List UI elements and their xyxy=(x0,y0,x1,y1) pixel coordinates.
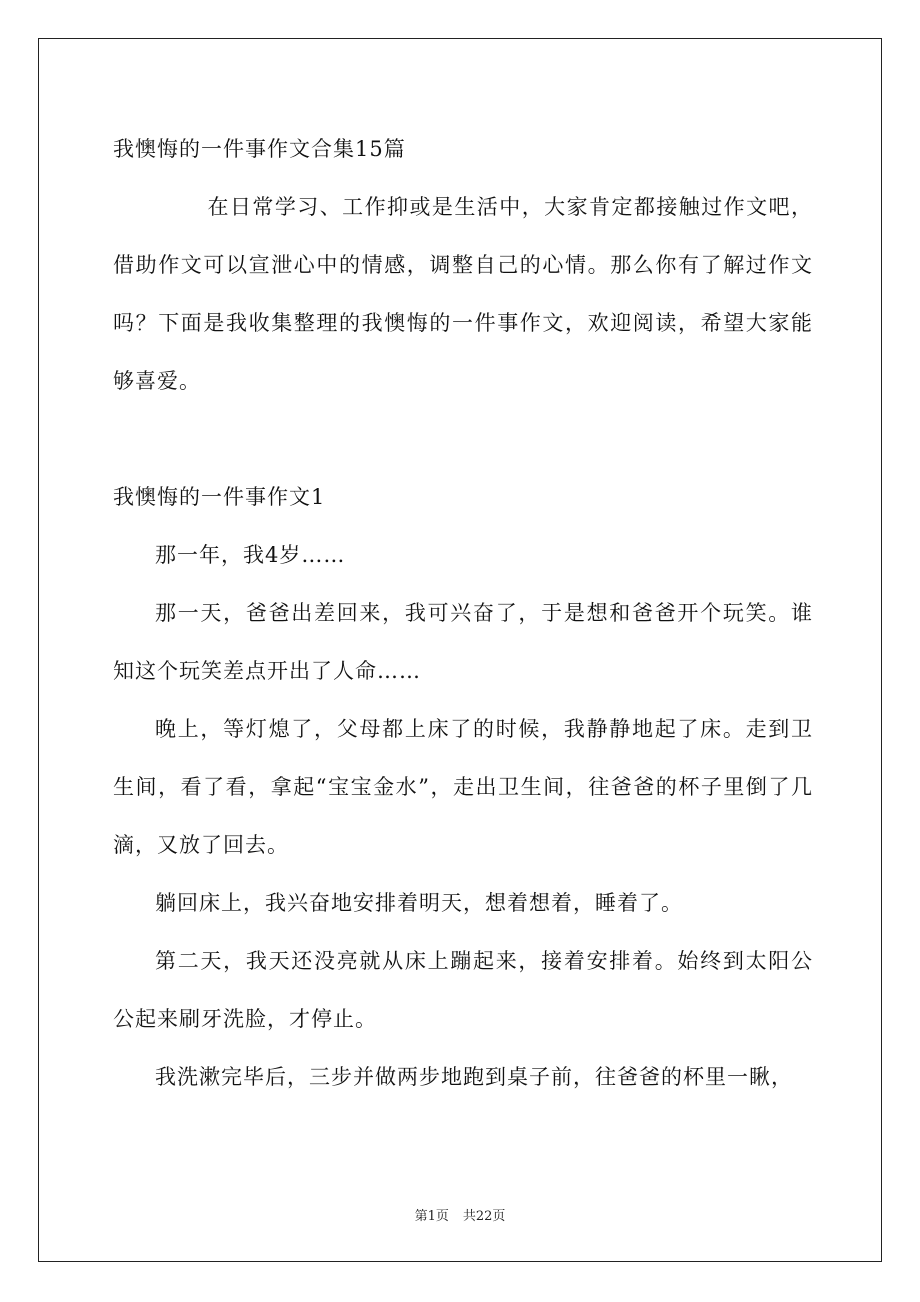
page-total: 共22页 xyxy=(462,1209,506,1224)
page-number: 第1页 xyxy=(414,1209,449,1224)
paragraph-4: 躺回床上，我兴奋地安排着明天，想着想着，睡着了。 xyxy=(155,891,683,915)
paragraph-2: 那一天，爸爸出差回来，我可兴奋了，于是想和爸爸开个玩笑。谁知这个玩笑差点开出了人命…… xyxy=(113,601,813,683)
paragraph-6: 我洗漱完毕后，三步并做两步地跑到桌子前，往爸爸的杯里一瞅， xyxy=(155,1065,793,1089)
document-body xyxy=(113,120,813,1106)
intro-paragraph: 在日常学习、工作抑或是生活中，大家肯定都接触过作文吧，借助作文可以宣泄心中的情感，调整自己的心情。那么你有了解过作文吗？下面是我收集整理的我懊悔的一件事作文，欢迎阅读，希望大家能够喜爱。 xyxy=(113,195,813,393)
paragraph-5: 第二天，我天还没亮就从床上蹦起来，接着安排着。始终到太阳公公起来刷牙洗脸，才停止。 xyxy=(113,949,813,1031)
section-title: 我懊悔的一件事作文1 xyxy=(113,485,326,509)
document-title: 我懊悔的一件事作文合集15篇 xyxy=(113,137,406,161)
paragraph-1: 那一年，我4岁…… xyxy=(155,543,346,567)
paragraph-3: 晚上，等灯熄了，父母都上床了的时候，我静静地起了床。走到卫生间，看了看，拿起“宝宝金水”，走出卫生间，往爸爸的杯子里倒了几滴，又放了回去。 xyxy=(113,717,813,857)
section-spacer xyxy=(113,410,813,468)
page-footer xyxy=(0,1205,920,1224)
